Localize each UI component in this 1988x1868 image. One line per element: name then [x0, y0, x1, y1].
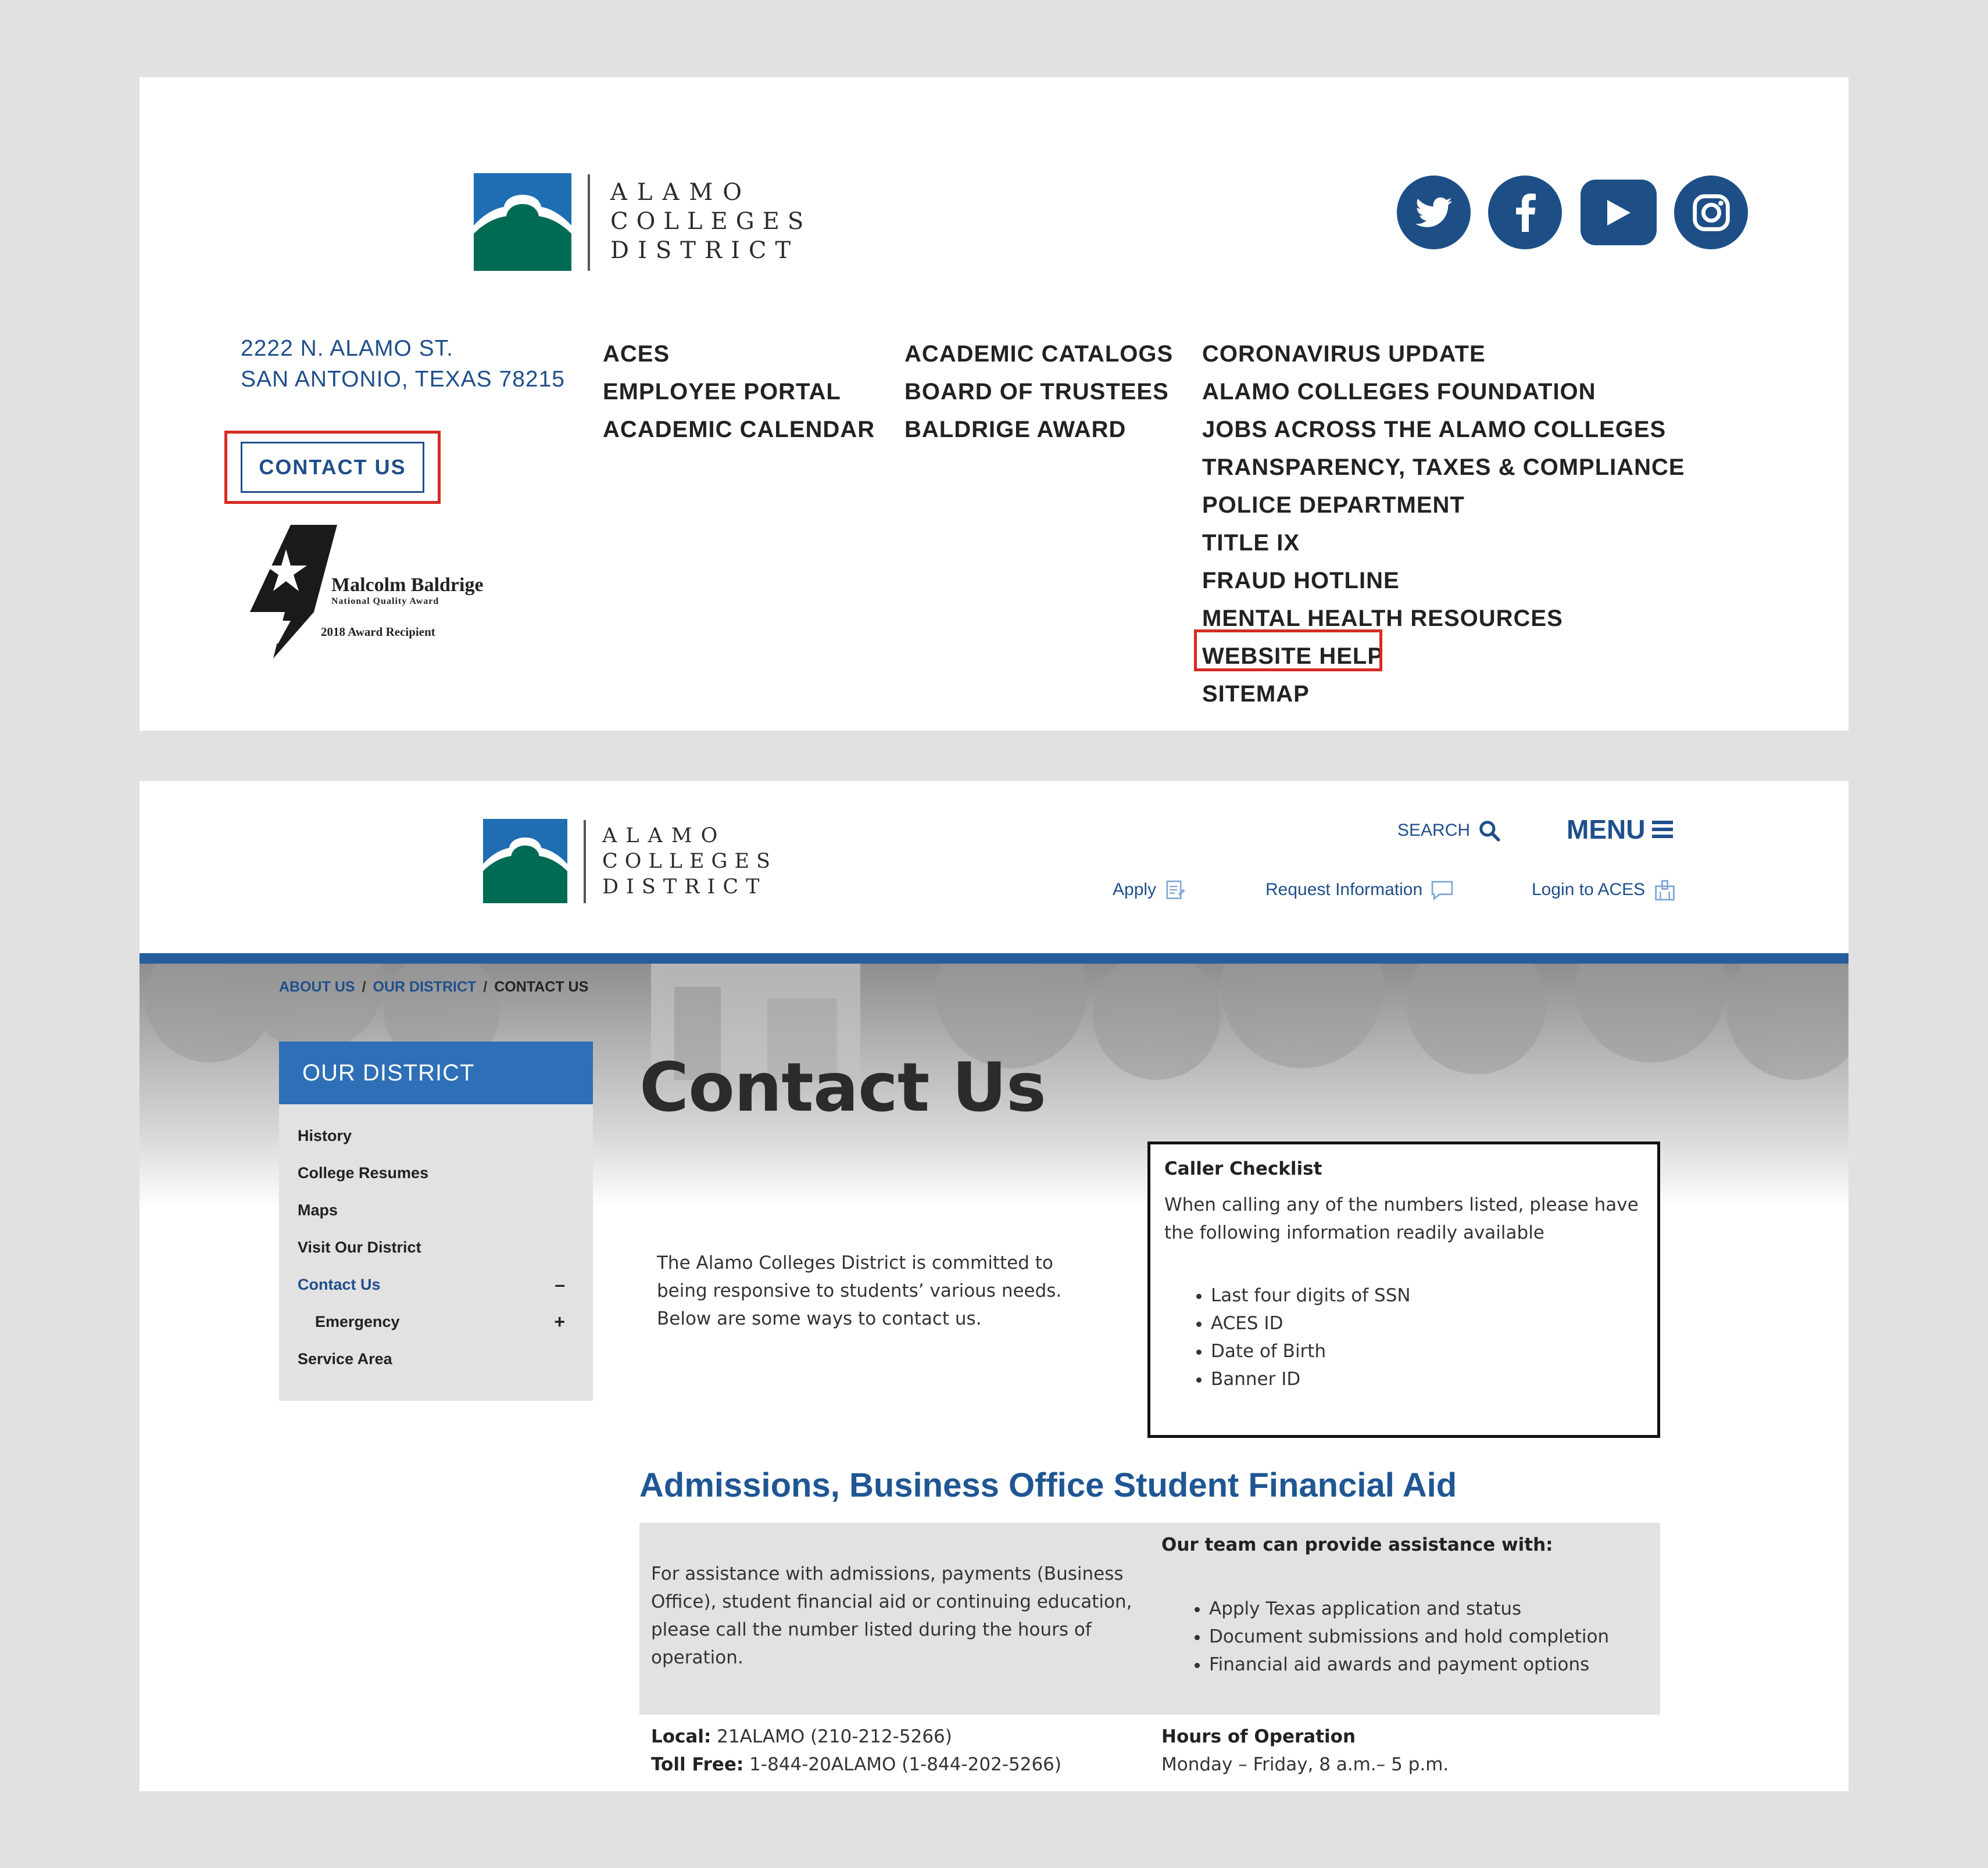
- brand-line2: COLLEGES: [610, 208, 812, 235]
- footer-link-employee-portal[interactable]: EMPLOYEE PORTAL: [603, 379, 841, 405]
- facebook-button[interactable]: [1488, 176, 1562, 249]
- login-aces-link[interactable]: [1532, 879, 1676, 901]
- footer-link-police[interactable]: POLICE DEPARTMENT: [1202, 492, 1465, 518]
- alamo-logo[interactable]: [474, 173, 852, 272]
- caller-checklist: [1147, 1141, 1660, 1438]
- breadcrumb-current: CONTACT US: [494, 979, 589, 995]
- assist-title: Our team can provide assistance with:: [1161, 1534, 1553, 1555]
- footer-link-baldrige-award[interactable]: BALDRIGE AWARD: [904, 417, 1127, 442]
- sidebar-item-visit[interactable]: [298, 1236, 588, 1273]
- alamo-mission-icon: [483, 819, 567, 903]
- login-icon: [1653, 879, 1676, 901]
- instagram-button[interactable]: [1674, 176, 1748, 249]
- sidebar-item-history[interactable]: [298, 1124, 588, 1161]
- breadcrumb: [279, 979, 588, 996]
- tollfree-number[interactable]: 1-844-20ALAMO (1-844-202-5266): [749, 1754, 1061, 1775]
- footer-link-jobs[interactable]: JOBS ACROSS THE ALAMO COLLEGES: [1202, 417, 1667, 442]
- list-item: • Document submissions and hold completion: [1209, 1623, 1609, 1651]
- twitter-icon: [1415, 197, 1453, 228]
- footer-link-board-of-trustees[interactable]: BOARD OF TRUSTEES: [904, 379, 1169, 405]
- sidebar-nav: [298, 1124, 588, 1384]
- search-link[interactable]: [1397, 820, 1500, 842]
- brand-line1: ALAMO: [610, 179, 752, 206]
- sidebar-item-maps[interactable]: [298, 1198, 588, 1236]
- sidebar-item-emergency[interactable]: [298, 1310, 588, 1347]
- admissions-text: For assistance with admissions, payments (Business Office), student financial aid or continuing education, please call the number listed during the hours of operation.: [651, 1563, 1132, 1668]
- sidebar-title[interactable]: OUR DISTRICT: [279, 1042, 593, 1104]
- sidebar-item-label: Visit Our District: [298, 1239, 421, 1256]
- search-label: SEARCH: [1397, 821, 1471, 840]
- sidebar-item-label: Service Area: [298, 1350, 392, 1368]
- sidebar-item-college-resumes[interactable]: [298, 1161, 588, 1198]
- breadcrumb-our-district[interactable]: OUR DISTRICT: [373, 979, 477, 995]
- twitter-button[interactable]: [1397, 176, 1471, 249]
- section-title: Admissions, Business Office Student Financial Aid: [639, 1466, 1457, 1504]
- brand-line3: DISTRICT: [610, 237, 800, 264]
- apply-label: Apply: [1113, 880, 1157, 899]
- local-number[interactable]: 21ALAMO (210-212-5266): [717, 1726, 952, 1747]
- apply-link[interactable]: [1113, 879, 1185, 901]
- sidebar-item-contact-us[interactable]: [298, 1273, 588, 1310]
- intro-text: The Alamo Colleges District is committed to being responsive to students’ various needs. Below are some ways to contact us.: [657, 1253, 1062, 1329]
- footer-address: [241, 333, 565, 395]
- tollfree-label: Toll Free:: [651, 1754, 744, 1775]
- list-item: • Last four digits of SSN: [1211, 1282, 1643, 1309]
- list-item: • ACES ID: [1211, 1309, 1643, 1337]
- request-info-link[interactable]: [1265, 879, 1454, 901]
- footer-panel: [140, 77, 1848, 731]
- list-item: • Banner ID: [1211, 1365, 1643, 1393]
- address-line1: 2222 N. ALAMO ST.: [241, 336, 454, 361]
- request-label: Request Information: [1265, 880, 1423, 899]
- website-help-highlight: [1194, 629, 1382, 671]
- assist-list: [1209, 1595, 1609, 1679]
- phone-numbers: [651, 1723, 1061, 1778]
- contact-us-button[interactable]: CONTACT US: [241, 442, 424, 493]
- youtube-icon: [1607, 200, 1631, 226]
- contact-page-panel: [140, 781, 1848, 1791]
- sidebar-item-label: College Resumes: [298, 1164, 429, 1182]
- footer-link-sitemap[interactable]: SITEMAP: [1202, 681, 1310, 707]
- list-item: • Financial aid awards and payment options: [1209, 1651, 1609, 1679]
- footer-link-foundation[interactable]: ALAMO COLLEGES FOUNDATION: [1202, 379, 1596, 405]
- sidebar-item-label: Contact Us: [298, 1276, 381, 1293]
- footer-link-academic-catalogs[interactable]: ACADEMIC CATALOGS: [904, 341, 1174, 367]
- expand-icon[interactable]: +: [554, 1311, 565, 1332]
- sidebar-item-label: History: [298, 1127, 352, 1144]
- footer-links-col1: [603, 335, 875, 449]
- checklist-items: [1164, 1282, 1643, 1393]
- header-divider: [140, 953, 1848, 964]
- footer-link-aces[interactable]: ACES: [603, 341, 670, 367]
- breadcrumb-separator: /: [483, 979, 488, 995]
- list-item: • Apply Texas application and status: [1209, 1595, 1609, 1623]
- alamo-mission-icon: [474, 173, 571, 271]
- alamo-logo-header[interactable]: [483, 819, 809, 906]
- footer-link-fraud-hotline[interactable]: FRAUD HOTLINE: [1202, 568, 1400, 593]
- hours-of-operation: [1161, 1723, 1449, 1778]
- footer-link-title-ix[interactable]: TITLE IX: [1202, 530, 1300, 556]
- youtube-button[interactable]: [1581, 180, 1657, 245]
- hours-value: Monday – Friday, 8 a.m.– 5 p.m.: [1161, 1754, 1449, 1775]
- sidebar-item-label: Emergency: [315, 1313, 400, 1330]
- local-label: Local:: [651, 1726, 711, 1747]
- list-item: • Date of Birth: [1211, 1337, 1643, 1365]
- checklist-title: Caller Checklist: [1164, 1158, 1322, 1179]
- hamburger-icon: [1652, 820, 1673, 839]
- apply-form-icon: [1164, 879, 1185, 901]
- brand-line2: COLLEGES: [602, 850, 777, 873]
- page-title: Contact Us: [639, 1048, 1046, 1127]
- request-info-icon: [1431, 879, 1454, 901]
- menu-button[interactable]: [1567, 814, 1673, 845]
- hours-label: Hours of Operation: [1161, 1726, 1356, 1747]
- footer-link-mental-health[interactable]: MENTAL HEALTH RESOURCES: [1202, 606, 1563, 631]
- baldrige-name: Malcolm Baldrige: [331, 574, 484, 596]
- footer-link-transparency[interactable]: TRANSPARENCY, TAXES & COMPLIANCE: [1202, 455, 1685, 480]
- footer-link-academic-calendar[interactable]: ACADEMIC CALENDAR: [603, 417, 875, 442]
- footer-link-coronavirus[interactable]: CORONAVIRUS UPDATE: [1202, 341, 1486, 367]
- sidebar-item-service-area[interactable]: [298, 1347, 588, 1384]
- menu-label: MENU: [1567, 814, 1646, 844]
- facebook-icon: [1515, 193, 1536, 232]
- breadcrumb-about-us[interactable]: ABOUT US: [279, 979, 355, 995]
- baldrige-recipient: 2018 Award Recipient: [321, 625, 435, 639]
- footer-link-website-help[interactable]: WEBSITE HELP: [1202, 643, 1384, 669]
- collapse-icon[interactable]: –: [555, 1274, 565, 1295]
- checklist-text: When calling any of the numbers listed, please have the following information readily available: [1164, 1194, 1639, 1243]
- sidebar-item-label: Maps: [298, 1201, 338, 1219]
- brand-line1: ALAMO: [602, 824, 727, 847]
- breadcrumb-separator: /: [362, 979, 366, 995]
- search-icon: [1478, 820, 1500, 842]
- login-label: Login to ACES: [1532, 880, 1646, 899]
- baldrige-award: National Quality Award: [331, 596, 439, 606]
- address-line2: SAN ANTONIO, TEXAS 78215: [241, 367, 565, 392]
- footer-links-col2: [904, 335, 1173, 449]
- brand-line3: DISTRICT: [602, 875, 767, 899]
- instagram-icon: [1692, 193, 1731, 232]
